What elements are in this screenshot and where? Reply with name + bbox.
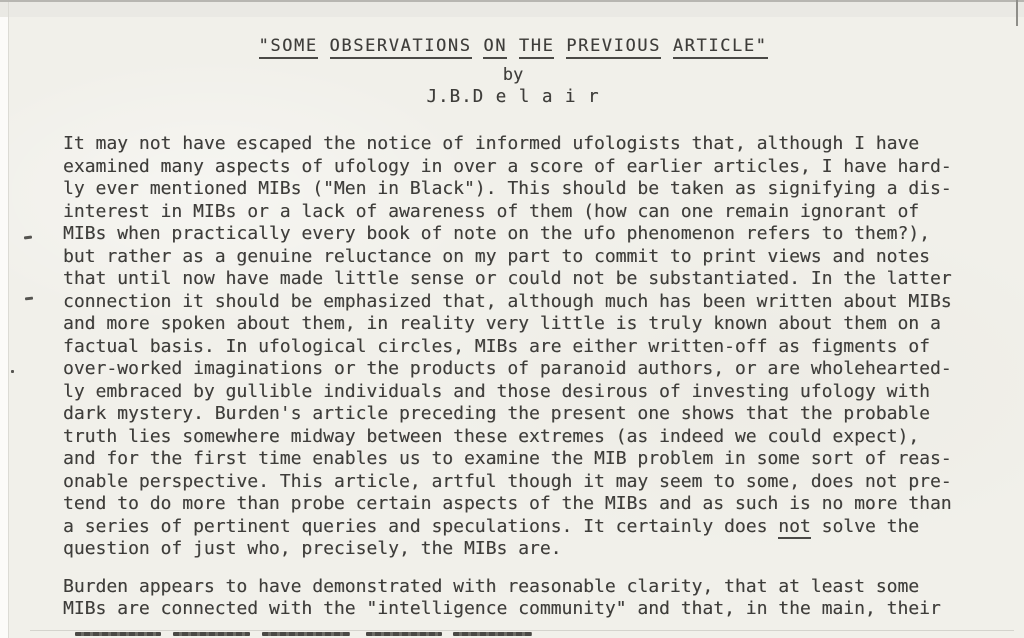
title-word: OBSERVATIONS [330,36,472,59]
document-title [63,36,963,56]
body-line: Burden appears to have demonstrated with reasonable clarity, that at least some [63,575,920,597]
cutoff-text-fragment [366,632,442,636]
cutoff-text-fragment [173,632,250,636]
paper-left-edge [8,2,9,638]
body-line: that until now have made little sense or could not be substantiated. In the latter [63,268,952,289]
body-line: tend to do more than probe certain aspects of the MIBs and as such is no more than [63,493,952,514]
body-line: truth lies somewhere midway between these extremes (as indeed we could expect), [63,425,920,447]
margin-dot-mark [11,370,14,373]
body-line: MIBs when practically every book of note on the ufo phenomenon refers to them?), [63,223,930,244]
body-line: connection it should be emphasized that, although much has been written about MIBs [63,290,952,312]
cutoff-text-fragment [453,632,532,636]
title-word: ARTICLE" [673,36,768,59]
body-line: and more spoken about them, in reality very little is truly known about them on a [63,313,941,334]
body-line: and for the first time enables us to examine the MIB problem in some sort of reas- [63,448,952,469]
cutoff-text-line [0,632,1024,638]
title-word: "SOME [259,36,318,59]
body-line: ly ever mentioned MIBs ("Men in Black"). This should be taken as signifying a dis- [63,178,952,199]
paper-crease-line [30,630,1014,631]
body-line: It may not have escaped the notice of informed ufologists that, although I have [63,133,920,154]
body-line: examined many aspects of ufology in over a score of earlier articles, I have hard- [63,155,952,177]
paragraph [63,576,963,621]
author-name: J.B.D e l a i r [426,87,600,107]
scan-top-edge [0,0,1024,17]
page-content [63,36,963,636]
body-text [63,133,963,621]
scan-right-notch [1016,0,1018,26]
title-word: PREVIOUS [566,36,661,59]
body-line: over-worked imaginations or the products of paranoid authors, or are wholehearted- [63,358,952,379]
body-line: MIBs are connected with the "intelligence community" and that, in the main, their [63,598,941,619]
body-line: interest in MIBs or a lack of awareness of them (how can one remain ignorant of [63,200,920,222]
cutoff-text-fragment [262,632,350,636]
title-word: ON [483,36,507,59]
byline: by [502,65,524,85]
paragraph [63,133,963,561]
body-line: factual basis. In ufological circles, MIBs are either written-off as figments of [63,335,930,357]
cutoff-text-fragment [75,632,161,636]
title-word: THE [519,36,555,59]
body-line: ly embraced by gullible individuals and those desirous of investing ufology with [63,380,930,402]
body-line: question of just who, precisely, the MIBs are. [63,538,562,559]
body-line: but rather as a genuine reluctance on my part to commit to print views and notes [63,245,930,267]
underlined-word: not [778,515,811,537]
body-line: onable perspective. This article, artful though it may seem to some, does not pre- [63,470,952,492]
body-line: a series of pertinent queries and speculations. It certainly does not solve the [63,515,920,537]
body-line: dark mystery. Burden's article preceding the present one shows that the probable [63,403,930,424]
